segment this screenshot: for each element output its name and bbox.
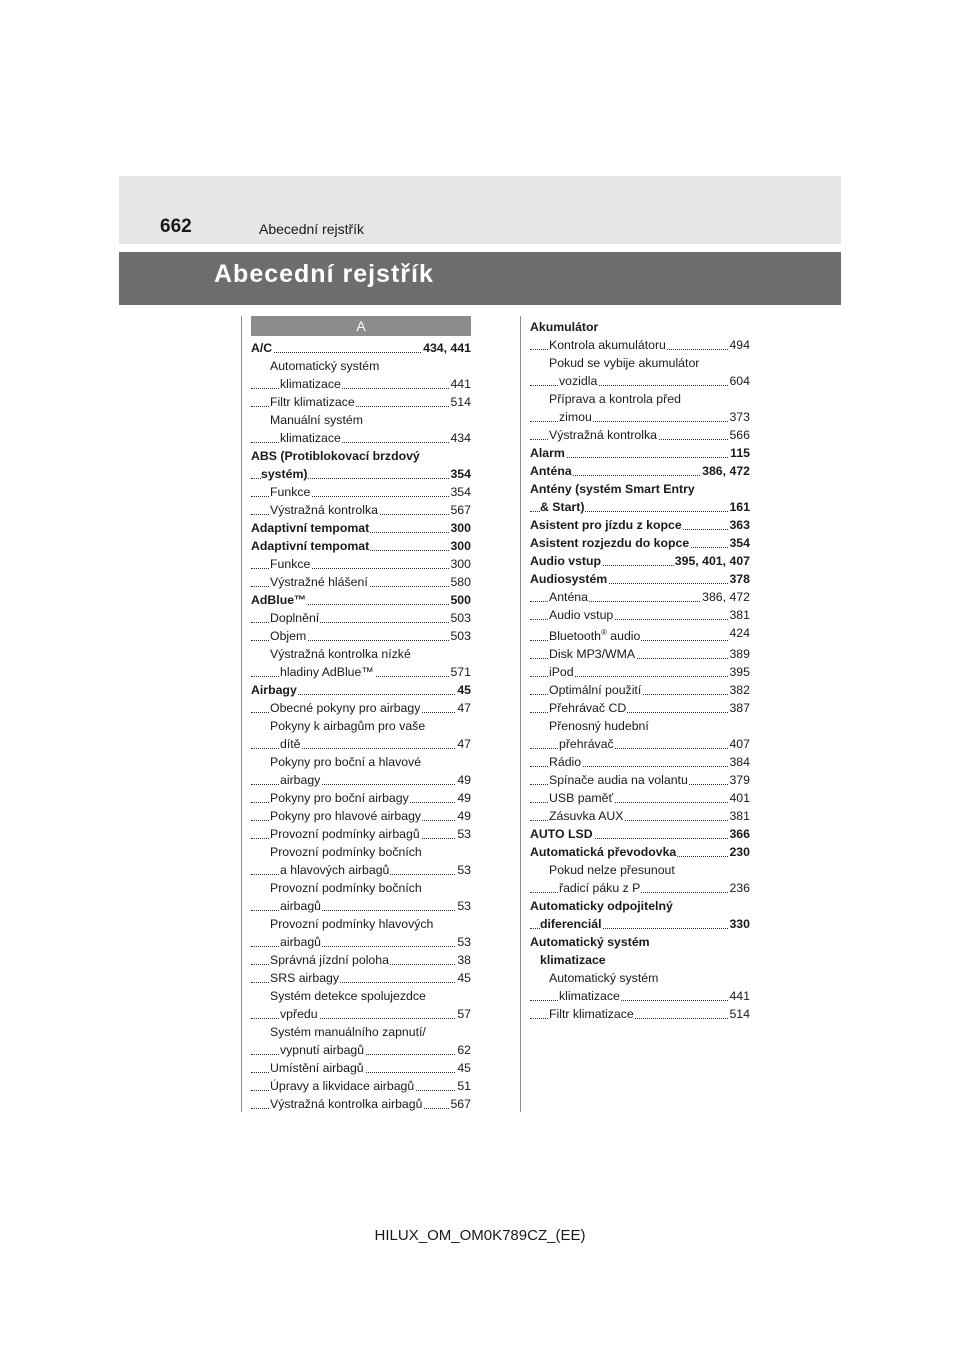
index-entry [530, 915, 750, 933]
index-entry [251, 1005, 471, 1023]
index-entry [251, 681, 471, 699]
entry-page-number: 381 [729, 608, 750, 622]
index-entry [530, 663, 750, 681]
entry-text: Automatický systém [530, 935, 650, 950]
index-entry [251, 519, 471, 537]
index-entry [530, 987, 750, 1005]
index-entry [530, 897, 750, 915]
entry-text: Asistent pro jízdu z kopce [530, 518, 682, 532]
entry-page-number: 378 [729, 572, 750, 586]
entry-text: Automatická převodovka [530, 845, 677, 860]
entry-text: hladiny AdBlue™ [280, 665, 374, 679]
entry-text: Funkce [270, 485, 311, 499]
entry-text: Systém manuálního zapnutí/ [270, 1025, 426, 1039]
entry-page-number: 373 [729, 410, 750, 424]
index-entry [530, 408, 750, 426]
entry-page-number: 236 [729, 881, 750, 896]
entry-page-number: 47 [457, 737, 471, 751]
index-entry [251, 537, 471, 555]
index-entry [251, 393, 471, 411]
entry-page-number: 494 [729, 338, 750, 352]
entry-page-number: 434 [450, 431, 471, 445]
index-entry [530, 480, 750, 498]
entry-text: Pokyny pro boční a hlavové [270, 755, 422, 769]
entry-text: Pokud se vybije akumulátor [549, 356, 700, 370]
entry-text: Spínače audia na volantu [549, 773, 688, 788]
index-entry [251, 825, 471, 843]
index-entry [251, 627, 471, 645]
entry-page-number: 441 [450, 377, 471, 391]
entry-text: Funkce [270, 557, 311, 571]
column-divider-left [241, 316, 242, 1112]
index-entry [530, 624, 750, 645]
entry-page-number: 53 [457, 899, 471, 913]
entry-page-number: 45 [457, 1061, 471, 1075]
entry-text: diferenciál [540, 917, 602, 932]
entry-page-number: 434, 441 [423, 341, 471, 355]
column-divider-middle [520, 316, 521, 1112]
entry-page-number: 401 [729, 791, 750, 806]
entry-text: SRS airbagy [270, 971, 340, 985]
page-title: Abecední rejstřík [214, 260, 434, 288]
entry-text: Asistent rozjezdu do kopce [530, 536, 690, 550]
entry-text: vozidla [559, 374, 598, 388]
index-entry [530, 516, 750, 534]
index-entry [530, 699, 750, 717]
entry-text: & Start) [540, 500, 585, 514]
entry-text: Manuální systém [270, 413, 363, 427]
entry-text: Filtr klimatizace [270, 395, 355, 409]
entry-page-number: 386, 472 [702, 464, 750, 478]
entry-text: Příprava a kontrola před [549, 392, 681, 406]
index-entry [530, 354, 750, 372]
index-entry [251, 1023, 471, 1041]
index-entry [251, 555, 471, 573]
entry-text: Kontrola akumulátoru [549, 338, 666, 352]
entry-text: Systém detekce spolujezdce [270, 989, 426, 1003]
index-entry [251, 699, 471, 717]
entry-page-number: 161 [729, 500, 750, 514]
entry-text: přehrávač [559, 737, 614, 752]
entry-text: Umístění airbagů [270, 1061, 364, 1075]
entry-text: Adaptivní tempomat [251, 539, 370, 553]
entry-page-number: 354 [450, 467, 471, 481]
entry-page-number: 381 [729, 809, 750, 824]
index-entry [530, 807, 750, 825]
entry-text: Bluetooth® audio [549, 628, 641, 644]
entry-page-number: 604 [729, 374, 750, 388]
entry-page-number: 503 [450, 629, 471, 643]
entry-text: vypnutí airbagů [280, 1043, 365, 1057]
entry-text: Přenosný hudební [549, 719, 649, 734]
index-entry [251, 717, 471, 735]
index-entry [530, 372, 750, 390]
entry-page-number: 395 [729, 665, 750, 680]
entry-page-number: 330 [729, 917, 750, 932]
entry-text: ABS (Protiblokovací brzdový [251, 449, 420, 463]
index-entry [251, 789, 471, 807]
index-entry [251, 771, 471, 789]
entry-text: Anténa [530, 464, 572, 478]
index-entry [251, 933, 471, 951]
entry-text: klimatizace [280, 377, 341, 391]
index-entry [530, 879, 750, 897]
index-entry [251, 609, 471, 627]
entry-text: Automatický systém [549, 971, 659, 986]
index-entry [251, 1041, 471, 1059]
entry-text: Rádio [549, 755, 582, 770]
entry-text: řadicí páku z P [559, 881, 641, 896]
index-entry [530, 969, 750, 987]
entry-text: Audiosystém [530, 572, 608, 586]
index-entry [530, 426, 750, 444]
entry-text: AUTO LSD [530, 827, 593, 842]
entry-text: Pokyny k airbagům pro vaše [270, 719, 426, 733]
entry-text: zimou [559, 410, 592, 424]
index-entry [251, 591, 471, 609]
entry-page-number: 53 [457, 863, 471, 877]
entry-page-number: 49 [457, 791, 471, 805]
entry-page-number: 51 [457, 1079, 471, 1093]
entry-page-number: 363 [729, 518, 750, 532]
entry-text: Provozní podmínky bočních [270, 881, 422, 895]
index-entry [530, 318, 750, 336]
entry-text: Disk MP3/WMA [549, 647, 636, 662]
entry-page-number: 45 [457, 971, 471, 985]
entry-text: systém) [261, 467, 308, 481]
entry-text: airbagy [280, 773, 321, 787]
entry-text: Filtr klimatizace [549, 1007, 634, 1022]
index-entry [251, 861, 471, 879]
entry-text: klimatizace [540, 953, 606, 968]
entry-page-number: 514 [450, 395, 471, 409]
entry-text: klimatizace [280, 431, 341, 445]
entry-page-number: 53 [457, 935, 471, 949]
entry-text: Automaticky odpojitelný [530, 899, 673, 914]
entry-page-number: 38 [457, 953, 471, 967]
entry-page-number: 49 [457, 773, 471, 787]
entry-text: USB paměť [549, 791, 614, 806]
entry-page-number: 300 [450, 521, 471, 535]
entry-text: airbagů [280, 899, 322, 913]
entry-text: Provozní podmínky hlavových [270, 917, 434, 931]
entry-page-number: 503 [450, 611, 471, 625]
index-entry [530, 717, 750, 735]
entry-text: Audio vstup [530, 554, 602, 568]
index-entry [530, 498, 750, 516]
index-entry [530, 645, 750, 663]
entry-page-number: 53 [457, 827, 471, 841]
entry-text: Pokyny pro hlavové airbagy [270, 809, 422, 823]
index-entry [251, 645, 471, 663]
index-entry [251, 987, 471, 1005]
entry-page-number: 566 [729, 428, 750, 442]
entry-page-number: 580 [450, 575, 471, 589]
index-entry [251, 663, 471, 681]
index-entry [530, 933, 750, 951]
entry-page-number: 230 [729, 845, 750, 860]
entry-page-number: 382 [729, 683, 750, 698]
entry-text: Provozní podmínky bočních [270, 845, 422, 859]
index-entry [530, 1005, 750, 1023]
index-entry [530, 606, 750, 624]
index-entry [251, 1095, 471, 1113]
header-band [119, 176, 841, 244]
index-entry [251, 483, 471, 501]
index-entry [251, 843, 471, 861]
index-entry [251, 375, 471, 393]
entry-page-number: 424 [729, 626, 750, 640]
index-entry [251, 807, 471, 825]
entry-text: Úpravy a likvidace airbagů [270, 1079, 415, 1093]
entry-text: klimatizace [559, 989, 620, 1004]
entry-text: Výstražná kontrolka nízké [270, 647, 411, 661]
index-entry [530, 825, 750, 843]
entry-text: AdBlue™ [251, 593, 307, 607]
entry-text: Výstražné hlášení [270, 575, 368, 589]
index-column-right [530, 318, 750, 1023]
entry-text: Automatický systém [270, 359, 380, 373]
entry-page-number: 300 [450, 539, 471, 553]
index-entry [530, 735, 750, 753]
document-code: HILUX_OM_OM0K789CZ_(EE) [374, 1227, 586, 1244]
entry-page-number: 379 [729, 773, 750, 788]
entry-text: Přehrávač CD [549, 701, 627, 716]
entry-text: Airbagy [251, 683, 297, 697]
entry-page-number: 386, 472 [702, 590, 750, 604]
index-entry [530, 462, 750, 480]
index-entry [251, 879, 471, 897]
entry-page-number: 354 [729, 536, 750, 550]
entry-page-number: 395, 401, 407 [674, 554, 750, 568]
entry-page-number: 49 [457, 809, 471, 823]
index-entry [251, 969, 471, 987]
entry-text: Provozní podmínky airbagů [270, 827, 420, 841]
index-entry [530, 681, 750, 699]
running-head: Abecední rejstřík [259, 221, 365, 237]
index-column-left [251, 339, 471, 1113]
entry-page-number: 567 [450, 1097, 471, 1111]
entry-text: Zásuvka AUX [549, 809, 624, 824]
entry-text: Obecné pokyny pro airbagy [270, 701, 421, 715]
entry-text: iPod [549, 665, 574, 680]
index-entry [530, 588, 750, 606]
entry-page-number: 571 [450, 665, 471, 679]
entry-text: Optimální použití [549, 683, 642, 698]
entry-text: Adaptivní tempomat [251, 521, 370, 535]
index-entry [530, 789, 750, 807]
entry-text: Pokyny pro boční airbagy [270, 791, 409, 805]
entry-text: Doplnění [270, 611, 320, 625]
entry-page-number: 62 [457, 1043, 471, 1057]
entry-text: Antény (systém Smart Entry [530, 482, 695, 496]
entry-page-number: 300 [450, 557, 471, 571]
entry-text: a hlavových airbagů [280, 863, 390, 877]
index-entry [251, 411, 471, 429]
section-letter-heading: A [251, 316, 471, 336]
entry-page-number: 407 [729, 737, 750, 752]
index-entry [251, 951, 471, 969]
entry-page-number: 115 [730, 446, 750, 460]
index-entry [251, 897, 471, 915]
index-entry [251, 429, 471, 447]
index-entry [251, 1077, 471, 1095]
entry-page-number: 389 [729, 647, 750, 662]
entry-text: Výstražná kontrolka [549, 428, 657, 442]
entry-text: Akumulátor [530, 320, 599, 334]
index-entry [251, 357, 471, 375]
entry-page-number: 441 [729, 989, 750, 1004]
entry-page-number: 387 [729, 701, 750, 716]
entry-text: Anténa [549, 590, 588, 604]
index-entry [530, 534, 750, 552]
index-entry [530, 444, 750, 462]
index-entry [251, 339, 471, 357]
index-entry [530, 753, 750, 771]
index-entry [530, 390, 750, 408]
entry-text: Výstražná kontrolka airbagů [270, 1097, 423, 1111]
entry-page-number: 47 [457, 701, 471, 715]
entry-page-number: 567 [450, 503, 471, 517]
index-entry [251, 501, 471, 519]
index-entry [530, 336, 750, 354]
index-entry [530, 570, 750, 588]
index-entry [251, 1059, 471, 1077]
entry-text: airbagů [280, 935, 322, 949]
index-entry [251, 915, 471, 933]
entry-page-number: 384 [729, 755, 750, 770]
index-entry [530, 951, 750, 969]
index-entry [530, 771, 750, 789]
entry-text: A/C [251, 341, 273, 355]
index-entry [251, 573, 471, 591]
index-entry [530, 552, 750, 570]
entry-page-number: 500 [450, 593, 471, 607]
entry-text: Správná jízdní poloha [270, 953, 389, 967]
entry-text: Pokud nelze přesunout [549, 863, 675, 878]
entry-page-number: 45 [457, 683, 471, 697]
entry-page-number: 57 [457, 1007, 471, 1021]
entry-text: Alarm [530, 446, 565, 460]
index-entry [251, 735, 471, 753]
entry-text: Výstražná kontrolka [270, 503, 378, 517]
index-entry [530, 861, 750, 879]
index-entry [251, 447, 471, 465]
entry-text: vpředu [280, 1007, 318, 1021]
entry-page-number: 514 [729, 1007, 750, 1022]
page-number: 662 [160, 216, 192, 237]
entry-text: Audio vstup [549, 608, 614, 622]
entry-text: Objem [270, 629, 307, 643]
entry-page-number: 354 [450, 485, 471, 499]
index-entry [530, 843, 750, 861]
index-entry [251, 753, 471, 771]
entry-text: dítě [280, 737, 301, 751]
index-entry [251, 465, 471, 483]
entry-page-number: 366 [729, 827, 750, 842]
